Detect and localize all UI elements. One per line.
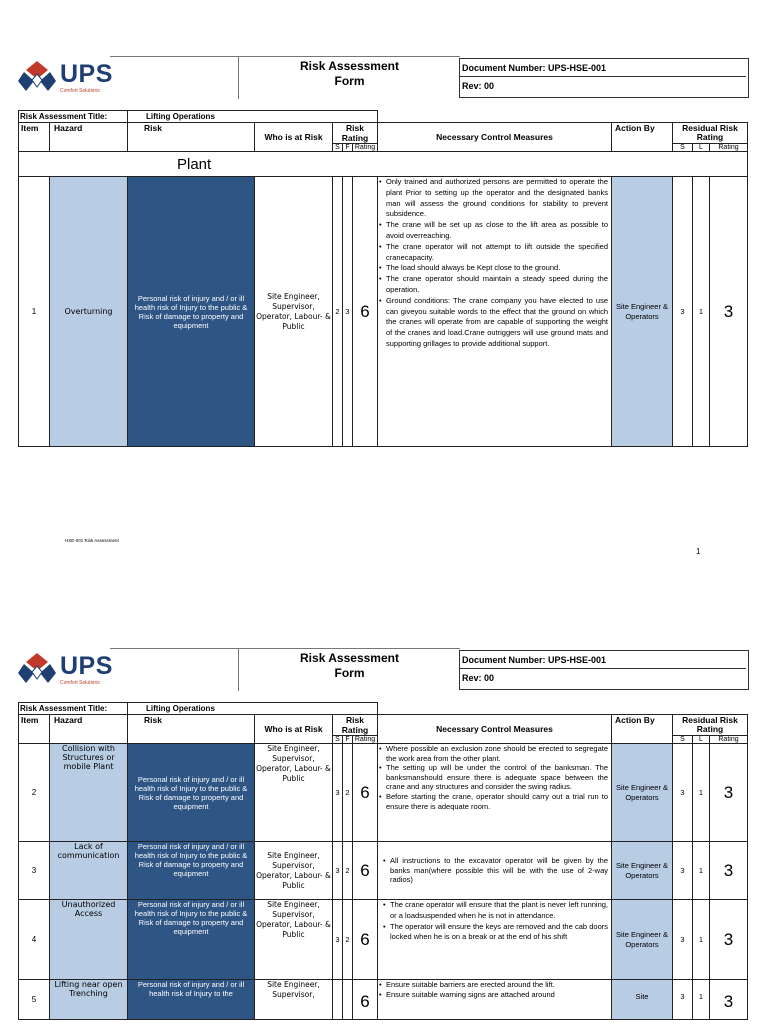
- col-who: Who is at Risk: [255, 715, 333, 744]
- control-item: • The load should always be Kept close to the ground.: [386, 263, 608, 274]
- res-rating-value: 3: [710, 744, 748, 842]
- f-score: [343, 980, 353, 1020]
- control-item: • Before starting the crane, operator should carry out a trial run to ensure there is adequate room.: [386, 792, 608, 811]
- who-cell: Site Engineer, Supervisor, Operator, Labour- & Public: [255, 900, 333, 980]
- assessment-title-value: Lifting Operations: [128, 111, 378, 123]
- control-item: • The crane operator will not attempt to lift outside the specified cranecapacity.: [386, 242, 608, 264]
- revision: Rev: 00: [462, 81, 495, 91]
- col-item: Item: [19, 715, 50, 744]
- col-s: S: [333, 736, 343, 744]
- item-number: 4: [19, 900, 50, 980]
- header-rule: [110, 56, 238, 57]
- controls-cell: [378, 980, 612, 1020]
- controls-list: [378, 177, 611, 350]
- col-risk: Risk: [128, 715, 255, 744]
- s-score: 3: [333, 900, 343, 980]
- document-header: [18, 648, 748, 690]
- col-controls: Necessary Control Measures: [378, 715, 612, 744]
- res-s-score: 3: [673, 980, 693, 1020]
- res-s-score: 3: [673, 842, 693, 900]
- risk-cell: Personal risk of injury and / or ill health risk of Injury to the public & Risk of damage to property and equipment: [128, 744, 255, 842]
- col-hazard: Hazard: [50, 715, 128, 744]
- res-l-score: 1: [693, 842, 710, 900]
- hazard-cell: Overturning: [50, 177, 128, 447]
- section-heading: Plant: [19, 152, 748, 177]
- action-by-cell: Site Engineer & Operators: [612, 177, 673, 447]
- company-logo: [18, 60, 118, 98]
- item-number: 1: [19, 177, 50, 447]
- assessment-title-label: Risk Assessment Title:: [19, 703, 128, 715]
- risk-cell: Personal risk of injury and / or ill health risk of Injury to the public & Risk of damage to property and equipment: [128, 177, 255, 447]
- form-title-box: [238, 648, 460, 691]
- controls-cell: [378, 177, 612, 447]
- res-rating-value: 3: [710, 842, 748, 900]
- risk-assessment-table: [18, 702, 748, 1020]
- col-action-by: Action By: [612, 715, 673, 744]
- who-cell: Site Engineer, Supervisor, Operator, Labour- & Public: [255, 842, 333, 900]
- form-title-line-1: Risk Assessment: [300, 59, 399, 73]
- form-title-line-1: Risk Assessment: [300, 651, 399, 665]
- control-item: • Ground conditions: The crane company you have elected to use can giveyou suitable words to the effect that the ground on which the cranes will operate from are capable of supporting the weight of the cranes and load.Crane outriggers will use ground mats and supporting grillages to provide additional support.: [386, 296, 608, 350]
- revision: Rev: 00: [462, 673, 495, 683]
- controls-cell: [378, 900, 612, 980]
- col-hazard: Hazard: [50, 123, 128, 152]
- controls-cell: [378, 842, 612, 900]
- form-title-line-2: Form: [334, 74, 365, 88]
- page-2: [0, 592, 768, 1024]
- document-info-box: [459, 650, 749, 690]
- table-row: [19, 980, 748, 1020]
- res-l-score: 1: [693, 744, 710, 842]
- res-s-score: 3: [673, 900, 693, 980]
- action-by-cell: Site: [612, 980, 673, 1020]
- s-score: [333, 980, 343, 1020]
- col-res-rating: Rating: [710, 736, 748, 744]
- res-rating-value: 3: [710, 177, 748, 447]
- col-item: Item: [19, 123, 50, 152]
- col-res-s: S: [673, 736, 693, 744]
- who-cell: Site Engineer, Supervisor, Operator, Labour- & Public: [255, 744, 333, 842]
- risk-rating-value: 6: [353, 744, 378, 842]
- risk-rating-value: 6: [353, 177, 378, 447]
- table-row: [19, 744, 748, 842]
- controls-list: [378, 900, 611, 943]
- ups-emblem-icon: [18, 60, 56, 94]
- company-logo: [18, 652, 118, 690]
- control-item: • Ensure suitable barriers are erected around the lift.: [386, 980, 608, 990]
- col-risk: Risk: [128, 123, 255, 152]
- table-row: [19, 900, 748, 980]
- col-f: F: [343, 736, 353, 744]
- action-by-cell: Site Engineer & Operators: [612, 744, 673, 842]
- hazard-cell: Unauthorized Access: [50, 900, 128, 980]
- risk-rating-value: 6: [353, 842, 378, 900]
- risk-rating-value: 6: [353, 980, 378, 1020]
- col-res-s: S: [673, 144, 693, 152]
- control-item: • The crane operator will ensure that the plant is never left running, or a loadsuspended when he is not in attendance.: [390, 900, 608, 922]
- item-number: 2: [19, 744, 50, 842]
- item-number: 3: [19, 842, 50, 900]
- page-number: 1: [696, 547, 701, 556]
- logo-subtext: Comfort Solutions: [60, 88, 100, 94]
- col-rating: Rating: [353, 736, 378, 744]
- f-score: 2: [343, 744, 353, 842]
- s-score: 3: [333, 744, 343, 842]
- action-by-cell: Site Engineer & Operators: [612, 842, 673, 900]
- item-number: 5: [19, 980, 50, 1020]
- form-title: [239, 651, 460, 681]
- f-score: 3: [343, 177, 353, 447]
- table-row: [19, 842, 748, 900]
- document-header: [18, 56, 748, 98]
- col-controls: Necessary Control Measures: [378, 123, 612, 152]
- col-rating: Rating: [353, 144, 378, 152]
- s-score: 2: [333, 177, 343, 447]
- document-number: Document Number: UPS-HSE-001: [460, 59, 746, 77]
- res-l-score: 1: [693, 177, 710, 447]
- who-cell: Site Engineer, Supervisor,: [255, 980, 333, 1020]
- header-rule: [110, 648, 238, 649]
- control-item: • The crane will be set up as close to the lift area as possible to avoid overreaching.: [386, 220, 608, 242]
- form-title-line-2: Form: [334, 666, 365, 680]
- col-risk-rating: Risk Rating: [333, 123, 378, 144]
- hazard-cell: Lifting near open Trenching: [50, 980, 128, 1020]
- col-res-l: L: [693, 736, 710, 744]
- who-cell: Site Engineer, Supervisor, Operator, Labour- & Public: [255, 177, 333, 447]
- col-who: Who is at Risk: [255, 123, 333, 152]
- controls-cell: [378, 744, 612, 842]
- risk-cell: Personal risk of injury and / or ill health risk of Injury to the: [128, 980, 255, 1020]
- control-item: • Only trained and authorized persons are permitted to operate the plant Prior to setting up the operator and the designated banks man will assess the ground conditions for stability to prevent subsidence.: [386, 177, 608, 220]
- control-item: • The operator will ensure the keys are removed and the cab doors locked when he is on a break or at the end of his shift: [390, 922, 608, 944]
- table-row: [19, 177, 748, 447]
- form-title: [239, 59, 460, 89]
- control-item: • Where possible an exclusion zone should be erected to segregate the work area from the other plant.: [386, 744, 608, 763]
- document-number: Document Number: UPS-HSE-001: [460, 651, 746, 669]
- logo-text: UPS: [60, 60, 113, 88]
- res-s-score: 3: [673, 177, 693, 447]
- risk-assessment-table: [18, 110, 748, 447]
- ups-emblem-icon: [18, 652, 56, 686]
- res-l-score: 1: [693, 900, 710, 980]
- document-info-box: [459, 58, 749, 98]
- col-risk-rating: Risk Rating: [333, 715, 378, 736]
- s-score: 3: [333, 842, 343, 900]
- col-res-rating: Rating: [710, 144, 748, 152]
- col-residual: Residual Risk Rating: [673, 123, 748, 144]
- col-s: S: [333, 144, 343, 152]
- control-item: • The setting up will be under the control of the banksman. The banksmanshould ensure there is adequate space between the crane and any structures and consider the swing radius.: [386, 763, 608, 792]
- control-item: • Ensure suitable warning signs are attached around: [386, 990, 608, 1000]
- risk-cell: Personal risk of injury and / or ill health risk of Injury to the public & Risk of damage to property and equipment: [128, 900, 255, 980]
- action-by-cell: Site Engineer & Operators: [612, 900, 673, 980]
- f-score: 2: [343, 900, 353, 980]
- res-rating-value: 3: [710, 900, 748, 980]
- col-f: F: [343, 144, 353, 152]
- controls-list: [378, 980, 611, 999]
- risk-cell: Personal risk of injury and / or ill health risk of Injury to the public & Risk of damage to property and equipment: [128, 842, 255, 900]
- footer-document-ref: HSE-001 Risk Assessment: [65, 538, 119, 543]
- col-residual: Residual Risk Rating: [673, 715, 748, 736]
- col-res-l: L: [693, 144, 710, 152]
- logo-subtext: Comfort Solutions: [60, 680, 100, 686]
- logo-text: UPS: [60, 652, 113, 680]
- controls-list: [378, 856, 611, 885]
- control-item: • All instructions to the excavator operator will be given by the banks man(where possible this will be with the use of 2-way radios): [390, 856, 608, 885]
- form-title-box: [238, 56, 460, 99]
- risk-rating-value: 6: [353, 900, 378, 980]
- controls-list: [378, 744, 611, 811]
- col-action-by: Action By: [612, 123, 673, 152]
- control-item: • The crane operator should maintain a steady speed during the operation.: [386, 274, 608, 296]
- res-l-score: 1: [693, 980, 710, 1020]
- res-rating-value: 3: [710, 980, 748, 1020]
- hazard-cell: Collision with Structures or mobile Plant: [50, 744, 128, 842]
- assessment-title-label: Risk Assessment Title:: [19, 111, 128, 123]
- res-s-score: 3: [673, 744, 693, 842]
- f-score: 2: [343, 842, 353, 900]
- assessment-title-value: Lifting Operations: [128, 703, 378, 715]
- hazard-cell: Lack of communication: [50, 842, 128, 900]
